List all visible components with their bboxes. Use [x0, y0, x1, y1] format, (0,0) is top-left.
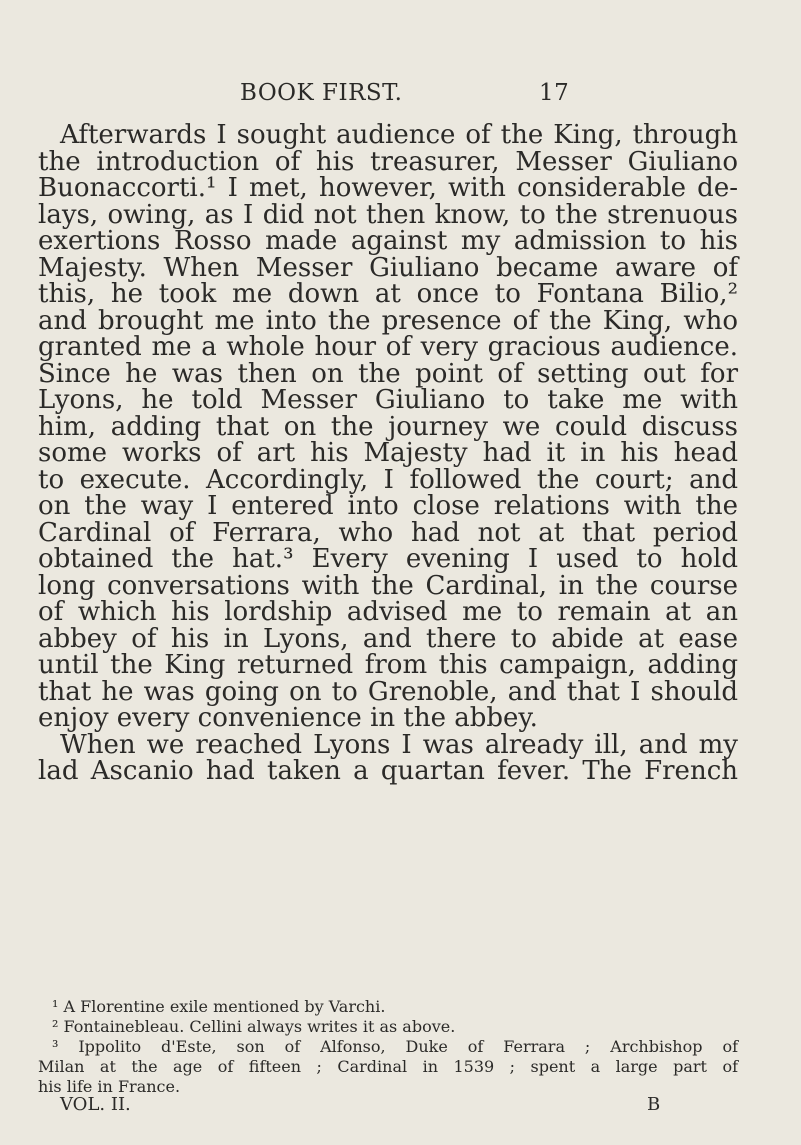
text-line: that he was going on to Grenoble, and that I should: [38, 676, 738, 707]
text-line: him, adding that on the journey we could discuss: [38, 411, 738, 442]
body-text: [38, 118, 738, 788]
text-line: some works of art his Majesty had it in his head: [38, 438, 738, 468]
text-line: lays, owing, as I did not then know, to the strenuous: [38, 199, 738, 230]
text-line: to execute. Accordingly, I followed the court; and: [38, 464, 738, 495]
text-line: exertions Rosso made against my admission to his: [38, 226, 738, 256]
text-line: Lyons, he told Messer Giuliano to take me with: [38, 385, 738, 415]
text-line: this, he took me down at once to Fontana Bilio,²: [38, 279, 738, 309]
text-line: on the way I entered into close relations with the: [38, 491, 738, 521]
text-line: Buonaccorti.¹ I met, however, with considerable de-: [38, 173, 738, 203]
footnote-2: ² Fontainebleau. Cellini always writes it as above.: [52, 1017, 456, 1036]
text-line: until the King returned from this campaign, adding: [38, 650, 738, 680]
running-head-title: BOOK FIRST.: [240, 80, 403, 106]
text-line: Afterwards I sought audience of the King, through: [60, 120, 738, 150]
text-line: When we reached Lyons I was already ill, and my: [60, 729, 738, 760]
text-line: obtained the hat.³ Every evening I used to hold: [38, 544, 738, 574]
text-line: Since he was then on the point of setting out for: [38, 358, 738, 389]
footnote-3-end: his life in France.: [38, 1077, 181, 1096]
footnotes: [38, 997, 738, 1097]
signature-line: [38, 1094, 738, 1118]
text-line: of which his lordship advised me to remain at an: [38, 597, 738, 627]
text-line: enjoy every convenience in the abbey.: [38, 703, 538, 733]
signature-mark: B: [647, 1094, 661, 1115]
text-line: and brought me into the presence of the King, who: [38, 305, 738, 336]
text-line: Cardinal of Ferrara, who had not at that period: [38, 517, 738, 548]
footnote-3-cont: Milan at the age of fifteen ; Cardinal in 1539 ; spent a large part of: [38, 1057, 738, 1076]
page-number: 17: [539, 80, 570, 106]
footnote-3: ³ Ippolito d'Este, son of Alfonso, Duke of Ferrara ; Archbishop of: [52, 1037, 738, 1056]
text-line: abbey of his in Lyons, and there to abide at ease: [38, 623, 738, 654]
volume-label: VOL. II.: [60, 1094, 131, 1115]
text-line: long conversations with the Cardinal, in the course: [38, 570, 738, 601]
running-head: [38, 80, 738, 112]
text-line: lad Ascanio had taken a quartan fever. The French: [38, 756, 738, 786]
text-line: the introduction of his treasurer, Messer Giuliano: [38, 146, 738, 177]
text-line: granted me a whole hour of very gracious audience.: [38, 332, 738, 362]
footnote-1: ¹ A Florentine exile mentioned by Varchi.: [52, 997, 386, 1016]
text-line: Majesty. When Messer Giuliano became aware of: [38, 252, 738, 283]
